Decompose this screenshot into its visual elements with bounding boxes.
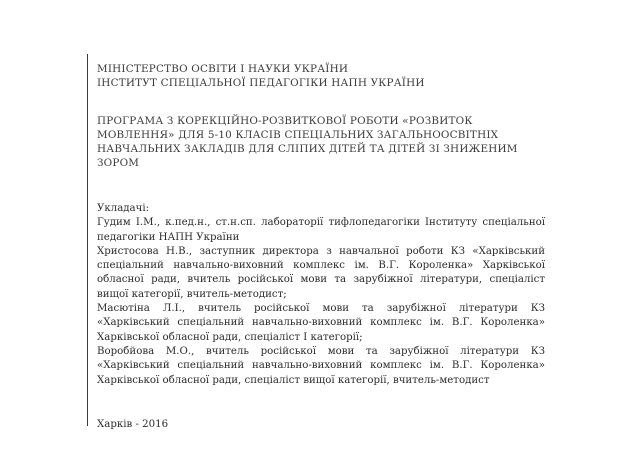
compiler-entry-line: Масютіна Л.І., вчитель російської мови та зарубіжної літератури КЗ (97, 303, 545, 315)
program-title-line: ПРОГРАМА З КОРЕКЦІЙНО-РОЗВИТКОВОЇ РОБОТИ «РОЗВИТОК (97, 115, 473, 127)
compiler-entry-line: педагогіки НАПН України (97, 231, 240, 243)
vertical-rule (87, 54, 88, 426)
compiler-entry-line: спеціальний навчально-виховний комплекс ім. В.Г. Короленка» Харківської (97, 260, 545, 272)
compiler-entry (97, 216, 545, 245)
compiler-entry-line: Гудим І.М., к.пед.н., ст.н.сп. лабораторії тифлопедагогіки Інституту спеціальної (97, 217, 545, 229)
program-title-line: ЗОРОМ (97, 157, 140, 169)
compiler-entry-line: Харківської обласної ради, спеціаліст вищої категорії, вчитель-методист (97, 374, 490, 386)
compiler-entry-line: Воробйова М.О., вчитель російської мови та зарубіжної літератури КЗ (97, 345, 545, 357)
compiler-entry-line: вищої категорії, вчитель-методист; (97, 288, 287, 300)
compiler-entry-line: «Харківський спеціальний навчально-виховний комплекс ім. В.Г. Короленка» (97, 317, 545, 329)
compiler-entry (97, 245, 545, 302)
institute-title: ІНСТИТУТ СПЕЦІАЛЬНОЇ ПЕДАГОГІКИ НАПН УКРАЇНИ (97, 77, 425, 89)
compiler-entry-line: Харківської обласної ради, спеціаліст І категорії; (97, 331, 363, 343)
program-title (97, 114, 545, 170)
ministry-title: МІНІСТЕРСТВО ОСВІТИ І НАУКИ УКРАЇНИ (97, 63, 349, 75)
program-title-line: МОВЛЕННЯ» ДЛЯ 5-10 КЛАСІВ СПЕЦІАЛЬНИХ ЗАГАЛЬНООСВІТНІХ (97, 129, 499, 141)
compiler-entry (97, 345, 545, 388)
compilers-section (97, 202, 545, 388)
compiler-entry-line: Христосова Н.В., заступник директора з навчальної роботи КЗ «Харківський (97, 245, 545, 257)
compiler-entry (97, 302, 545, 345)
compiler-entry-line: «Харківський спеціальний навчально-виховний комплекс ім. В.Г. Короленка» (97, 360, 545, 372)
document-content (97, 62, 545, 432)
program-title-line: НАВЧАЛЬНИХ ЗАКЛАДІВ ДЛЯ СЛІПИХ ДІТЕЙ ТА ДІТЕЙ ЗІ ЗНИЖЕНИМ (97, 143, 518, 155)
compilers-label: Укладачі: (97, 203, 150, 214)
organization-header (97, 62, 545, 90)
compiler-entry-line: обласної ради, вчитель російської мови та зарубіжної літератури, спеціаліст (97, 274, 545, 286)
city-year: Харків - 2016 (97, 418, 169, 430)
